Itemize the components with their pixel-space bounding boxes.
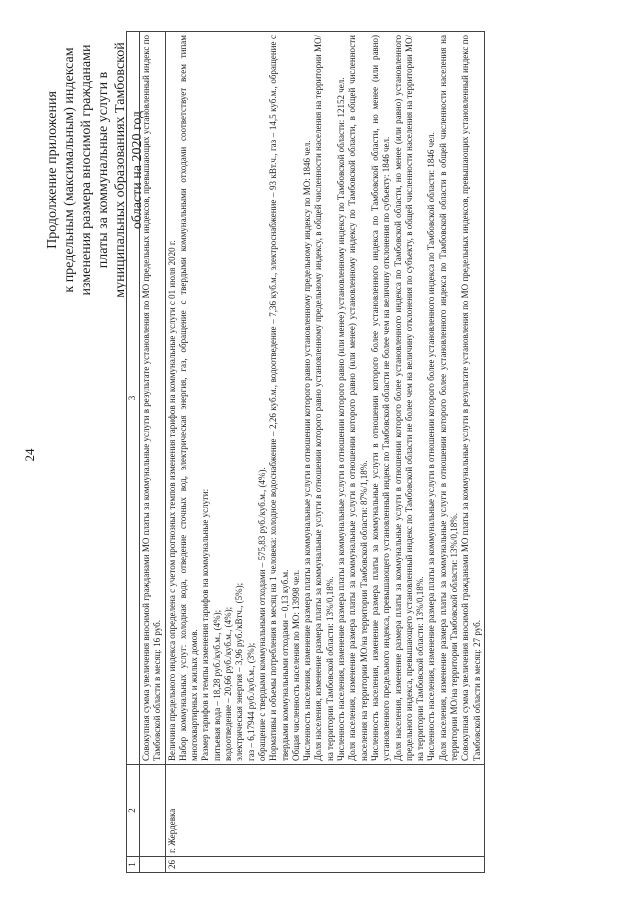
description-cell (165, 32, 484, 765)
description-line: Размер тарифов и темпы изменения тарифов на коммунальные услуги: (200, 488, 211, 761)
caption-line: изменения размера вносимой гражданами (79, 44, 94, 296)
header-cell-1: 1 (127, 857, 140, 873)
continued-total-cell (140, 32, 166, 765)
description-line: Набор коммунальных услуг: холодная вода, отведение сточных вод, электрическая энергия, газ, обращение с твердыми коммунальными отходами соответствует всем типам многоквартирных и жилых домов. (177, 35, 200, 761)
description-line: Совокупная сумма увеличения вносимой гражданами МО платы за коммунальные услуги в результате установления по МО предельных индексов, превышающих установленный индекс по Тамбовской области в месяц: 27 руб. (460, 35, 482, 761)
caption-line: к предельным (максимальным) индексам (62, 47, 77, 293)
empty-cell (140, 765, 166, 857)
description-line: газ – 6,17944 руб./куб.м., (3%); (245, 642, 256, 761)
description-line: Доля населения, изменение размера платы за коммунальные услуги в отношении которого более установленного индекса по Тамбовской области, но менее (или равно) установленного предельного индекса, превышающего установленный индекс по Тамбовской области не более чем на величину отклонения по субъекту, в общей численности населения на территории МО/на территории Тамбовской области: 13%/0,18%. (392, 35, 426, 761)
municipality-name: г. Жердевка (165, 765, 484, 857)
continued-total-text: Совокупная сумма увеличения вносимой гражданами МО платы за коммунальные услуги в результате установления по МО предельных индексов, превышающих установленный индекс по Тамбовской области в месяц: 16 руб. (141, 35, 163, 761)
caption-line: муниципальных образованиях Тамбовской (113, 42, 128, 298)
caption-line: платы за коммунальные услуги в (96, 71, 111, 269)
caption-line: Продолжение приложения (45, 91, 60, 249)
description-line: питьевая вода – 18,28 руб./куб.м., (4%); (211, 609, 222, 761)
header-cell-3: 3 (127, 32, 140, 765)
empty-cell (140, 857, 166, 873)
table-row (165, 32, 484, 873)
table-header-row (127, 32, 140, 873)
page-number: 24 (22, 448, 37, 462)
header-cell-2: 2 (127, 765, 140, 857)
row-number: 26 (165, 857, 484, 873)
description-line: водоотведение – 20,66 руб./куб.м., (4%); (223, 606, 234, 761)
description-line: Численность населения, изменение размера платы за коммунальные услуги в отношении которого более установленного индекса по Тамбовской области: 1846 чел. (426, 132, 437, 761)
description-line: обращение с твердыми коммунальными отходами – 575,83 руб./куб.м., (4%). (256, 467, 267, 761)
description-line: Нормативы и объемы потребления в месяц на 1 человека: холодное водоснабжение – 2,26 куб.м., водоотведение – 7,36 куб.м., электроснабжение – 93 кВт.ч., газ – 14,5 куб.м., обращение с твердыми коммунальными отходами – 0,13 куб.м. (268, 35, 290, 761)
caption-line: области на 2020 год (130, 110, 145, 230)
description-line: Численность населения, изменение размера платы за коммунальные услуги в отношении которого более установленного индекса по Тамбовской области, но менее (или равно) установленного предельного индекса, превышающего установленный индекс по Тамбовской области не более чем на величину отклонения по субъекту: 1846 чел. (369, 35, 392, 761)
description-line: Численность населения, изменение размера платы за коммунальные услуги в отношении которого равно установленному предельному индексу по МО: 1846 чел. (302, 140, 313, 761)
description-line: электрическая энергия – 3,96 руб./кВтч., (5%); (234, 582, 245, 761)
description-line: Численность населения, изменение размера платы за коммунальные услуги в отношении которого равно (или менее) установленному индексу по Тамбовской области: 12152 чел. (336, 77, 347, 761)
description-line: Величина предельного индекса определена с учетом прогнозных темпов изменения тарифов на коммунальные услуги с 01 июля 2020 г. (166, 240, 177, 761)
description-line: Общая численность населения по МО: 13998 чел. (290, 569, 301, 761)
indices-table (126, 31, 485, 873)
description-line: Доля населения, изменение размера платы за коммунальные услуги в отношении которого равно установленному предельному индексу, в общей численности населения на территории МО/на территории Тамбовской области: 13%/0,18%. (313, 35, 335, 761)
description-line: Доля населения, изменение размера платы за коммунальные услуги в отношении которого равно (или менее) установленному индексу по Тамбовской области, в общей численности населения на территории МО/на территории Тамбовской области: 87%/1,18%. (347, 35, 369, 761)
table-row-continued (140, 32, 166, 873)
description-line: Доля населения, изменение размера платы за коммунальные услуги в отношении которого более установленного индекса по Тамбовской области в общей численности населения на территории МО/на территории Тамбовской области: 13%/0,18%. (437, 35, 460, 761)
